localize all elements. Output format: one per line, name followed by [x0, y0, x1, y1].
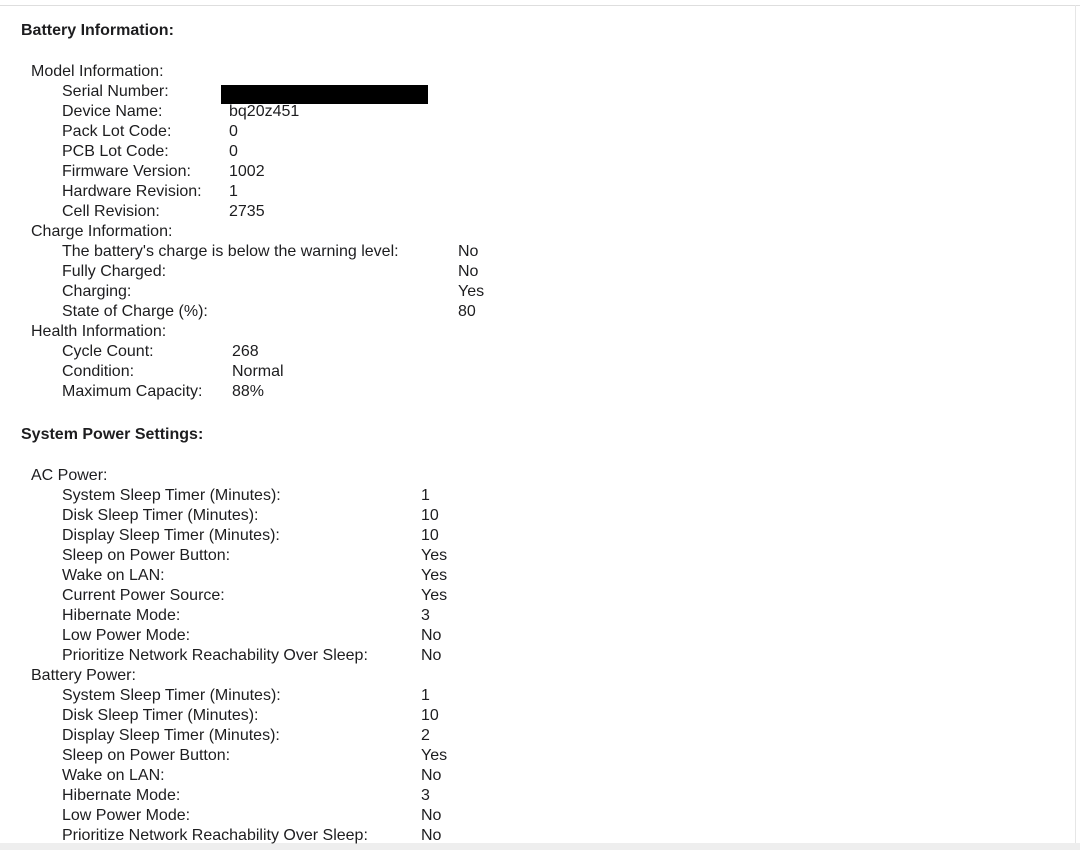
- bat-system-sleep-value: 1: [421, 687, 430, 704]
- fully-charged-label: Fully Charged:: [62, 263, 167, 280]
- bat-display-sleep-label: Display Sleep Timer (Minutes):: [62, 727, 280, 744]
- ac-display-sleep-label: Display Sleep Timer (Minutes):: [62, 527, 280, 544]
- fully-charged-value: No: [458, 263, 479, 280]
- ac-wake-on-lan-label: Wake on LAN:: [62, 567, 165, 584]
- bat-hibernate-mode-value: 3: [421, 787, 430, 804]
- bat-wake-on-lan-label: Wake on LAN:: [62, 767, 165, 784]
- maximum-capacity-value: 88%: [232, 383, 265, 400]
- bat-prioritize-network-value: No: [421, 827, 442, 844]
- pack-lot-code-label: Pack Lot Code:: [62, 123, 172, 140]
- device-name-label: Device Name:: [62, 103, 163, 120]
- ac-hibernate-mode-label: Hibernate Mode:: [62, 607, 181, 624]
- pack-lot-code-value: 0: [229, 123, 238, 140]
- ac-wake-on-lan-value: Yes: [421, 567, 448, 584]
- condition-value: Normal: [232, 363, 284, 380]
- ac-system-sleep-label: System Sleep Timer (Minutes):: [62, 487, 281, 504]
- bat-sleep-power-button-label: Sleep on Power Button:: [62, 747, 231, 764]
- bat-hibernate-mode-label: Hibernate Mode:: [62, 787, 181, 804]
- cell-revision-label: Cell Revision:: [62, 203, 160, 220]
- state-of-charge-value: 80: [458, 303, 476, 320]
- ac-low-power-mode-value: No: [421, 627, 442, 644]
- ac-current-power-source-label: Current Power Source:: [62, 587, 225, 604]
- battery-power-heading: Battery Power:: [31, 667, 136, 684]
- hardware-revision-label: Hardware Revision:: [62, 183, 202, 200]
- bat-wake-on-lan-value: No: [421, 767, 442, 784]
- ac-sleep-power-button-label: Sleep on Power Button:: [62, 547, 231, 564]
- hardware-revision-value: 1: [229, 183, 238, 200]
- firmware-version-value: 1002: [229, 163, 265, 180]
- cycle-count-label: Cycle Count:: [62, 343, 154, 360]
- ac-prioritize-network-label: Prioritize Network Reachability Over Sleep:: [62, 647, 368, 664]
- ac-current-power-source-value: Yes: [421, 587, 448, 604]
- bat-system-sleep-label: System Sleep Timer (Minutes):: [62, 687, 281, 704]
- firmware-version-label: Firmware Version:: [62, 163, 191, 180]
- bat-low-power-mode-value: No: [421, 807, 442, 824]
- serial-number-label: Serial Number:: [62, 83, 169, 100]
- ac-power-heading: AC Power:: [31, 467, 108, 484]
- charging-label: Charging:: [62, 283, 132, 300]
- ac-system-sleep-value: 1: [421, 487, 430, 504]
- power-settings-heading: System Power Settings:: [21, 426, 204, 443]
- ac-low-power-mode-label: Low Power Mode:: [62, 627, 191, 644]
- device-name-value: bq20z451: [229, 103, 300, 120]
- charge-info-heading: Charge Information:: [31, 223, 173, 240]
- bat-sleep-power-button-value: Yes: [421, 747, 448, 764]
- ac-hibernate-mode-value: 3: [421, 607, 430, 624]
- cycle-count-value: 268: [232, 343, 259, 360]
- battery-info-heading: Battery Information:: [21, 22, 174, 39]
- bat-low-power-mode-label: Low Power Mode:: [62, 807, 191, 824]
- bat-disk-sleep-label: Disk Sleep Timer (Minutes):: [62, 707, 259, 724]
- bat-disk-sleep-value: 10: [421, 707, 439, 724]
- pcb-lot-code-label: PCB Lot Code:: [62, 143, 169, 160]
- warning-level-label: The battery's charge is below the warning level:: [62, 243, 399, 260]
- health-info-heading: Health Information:: [31, 323, 167, 340]
- ac-prioritize-network-value: No: [421, 647, 442, 664]
- bat-prioritize-network-label: Prioritize Network Reachability Over Sleep:: [62, 827, 368, 844]
- charging-value: Yes: [458, 283, 485, 300]
- ac-disk-sleep-value: 10: [421, 507, 439, 524]
- cell-revision-value: 2735: [229, 203, 265, 220]
- model-info-heading: Model Information:: [31, 63, 164, 80]
- right-border: [1075, 5, 1076, 850]
- ac-display-sleep-value: 10: [421, 527, 439, 544]
- ac-disk-sleep-label: Disk Sleep Timer (Minutes):: [62, 507, 259, 524]
- ac-sleep-power-button-value: Yes: [421, 547, 448, 564]
- top-border: [0, 5, 1080, 6]
- warning-level-value: No: [458, 243, 479, 260]
- maximum-capacity-label: Maximum Capacity:: [62, 383, 203, 400]
- condition-label: Condition:: [62, 363, 135, 380]
- bat-display-sleep-value: 2: [421, 727, 430, 744]
- pcb-lot-code-value: 0: [229, 143, 238, 160]
- state-of-charge-label: State of Charge (%):: [62, 303, 208, 320]
